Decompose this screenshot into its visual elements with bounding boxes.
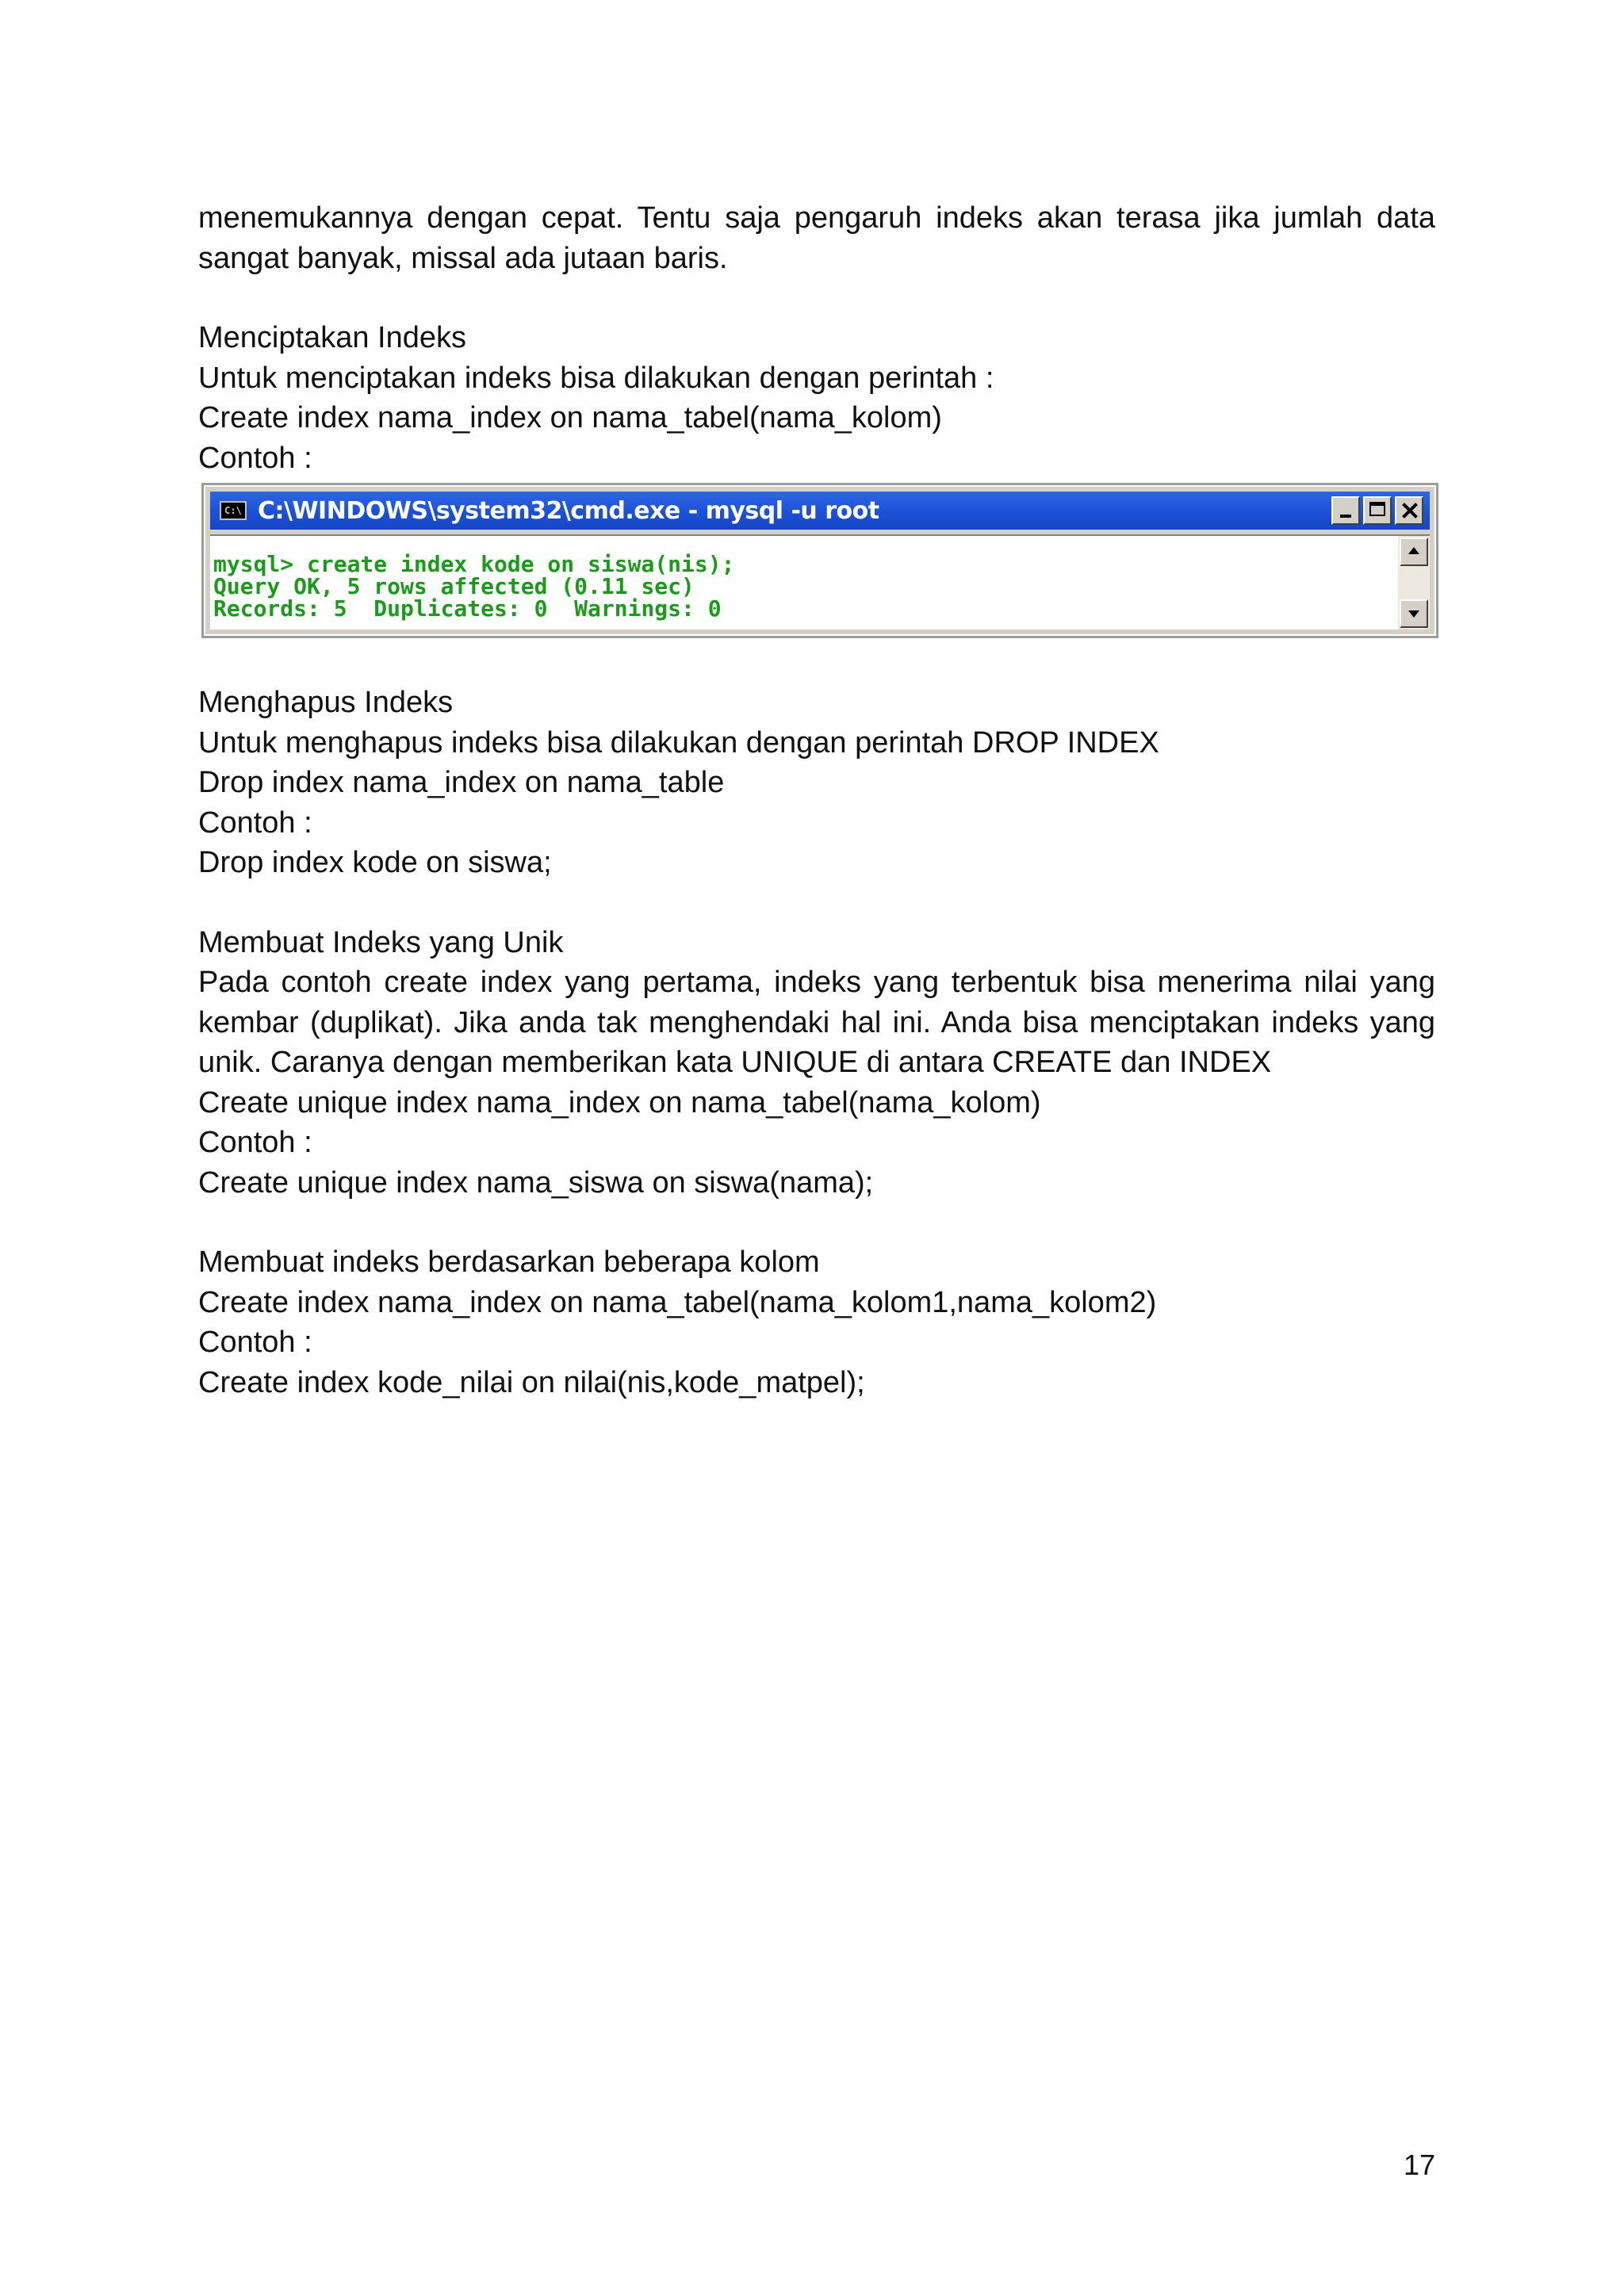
window-controls	[1331, 496, 1423, 525]
unique-example: Create unique index nama_siswa on siswa(nama);	[198, 1165, 874, 1200]
intro-paragraph: menemukannya dengan cepat. Tentu saja pengaruh indeks akan terasa jika jumlah data sangat banyak, missal ada jutaan baris.	[198, 201, 1435, 275]
spacer	[198, 278, 1435, 318]
cmd-line-command: mysql> create index kode on siswa(nis);	[213, 551, 735, 577]
cmd-window-screenshot	[201, 483, 1438, 638]
minimize-button[interactable]	[1331, 496, 1360, 525]
multi-example-label: Contoh :	[198, 1326, 312, 1359]
maximize-button[interactable]	[1363, 496, 1392, 525]
spacer	[198, 1203, 1435, 1242]
cmd-line-result: Query OK, 5 rows affected (0.11 sec)	[213, 573, 695, 599]
spacer	[198, 638, 1435, 683]
create-example-label: Contoh :	[198, 441, 312, 475]
cmd-line-records: Records: 5 Duplicates: 0 Warnings: 0	[213, 595, 722, 622]
vertical-scrollbar[interactable]	[1398, 534, 1430, 629]
unique-paragraph: Pada contoh create index yang pertama, indeks yang terbentuk bisa menerima nilai yang kembar (duplikat). Jika anda tak menghendaki hal ini. Anda bisa menciptakan indeks yang unik. Caranya dengan memberikan kata UNIQUE di antara CREATE dan INDEX	[198, 966, 1435, 1079]
create-heading: Menciptakan Indeks	[198, 321, 466, 354]
multi-syntax: Create index nama_index on nama_tabel(nama_kolom1,nama_kolom2)	[198, 1285, 1157, 1319]
cmd-window-title: C:\WINDOWS\system32\cmd.exe - mysql -u root	[258, 496, 879, 525]
cmd-icon: C:\	[220, 501, 247, 520]
unique-syntax: Create unique index nama_index on nama_tabel(nama_kolom)	[198, 1085, 1041, 1119]
drop-example: Drop index kode on siswa;	[198, 846, 552, 879]
unique-example-label: Contoh :	[198, 1126, 312, 1159]
spacer	[198, 883, 1435, 923]
page-content	[198, 198, 1435, 1402]
scroll-down-arrow-icon[interactable]	[1400, 599, 1428, 628]
unique-heading: Membuat Indeks yang Unik	[198, 925, 564, 959]
cmd-titlebar	[210, 492, 1430, 530]
scroll-up-arrow-icon[interactable]	[1400, 538, 1428, 566]
create-description: Untuk menciptakan indeks bisa dilakukan dengan perintah :	[198, 361, 994, 395]
drop-example-label: Contoh :	[198, 806, 312, 840]
drop-description: Untuk menghapus indeks bisa dilakukan dengan perintah DROP INDEX	[198, 725, 1159, 760]
close-button[interactable]	[1395, 496, 1423, 525]
drop-heading: Menghapus Indeks	[198, 686, 454, 719]
page-number: 17	[1403, 2149, 1435, 2181]
multi-example: Create index kode_nilai on nilai(nis,kode_matpel);	[198, 1365, 865, 1399]
multi-heading: Membuat indeks berdasarkan beberapa kolom	[198, 1246, 820, 1279]
drop-syntax: Drop index nama_index on nama_table	[198, 766, 725, 799]
create-syntax: Create index nama_index on nama_tabel(nama_kolom)	[198, 401, 942, 434]
cmd-output	[210, 534, 1398, 629]
